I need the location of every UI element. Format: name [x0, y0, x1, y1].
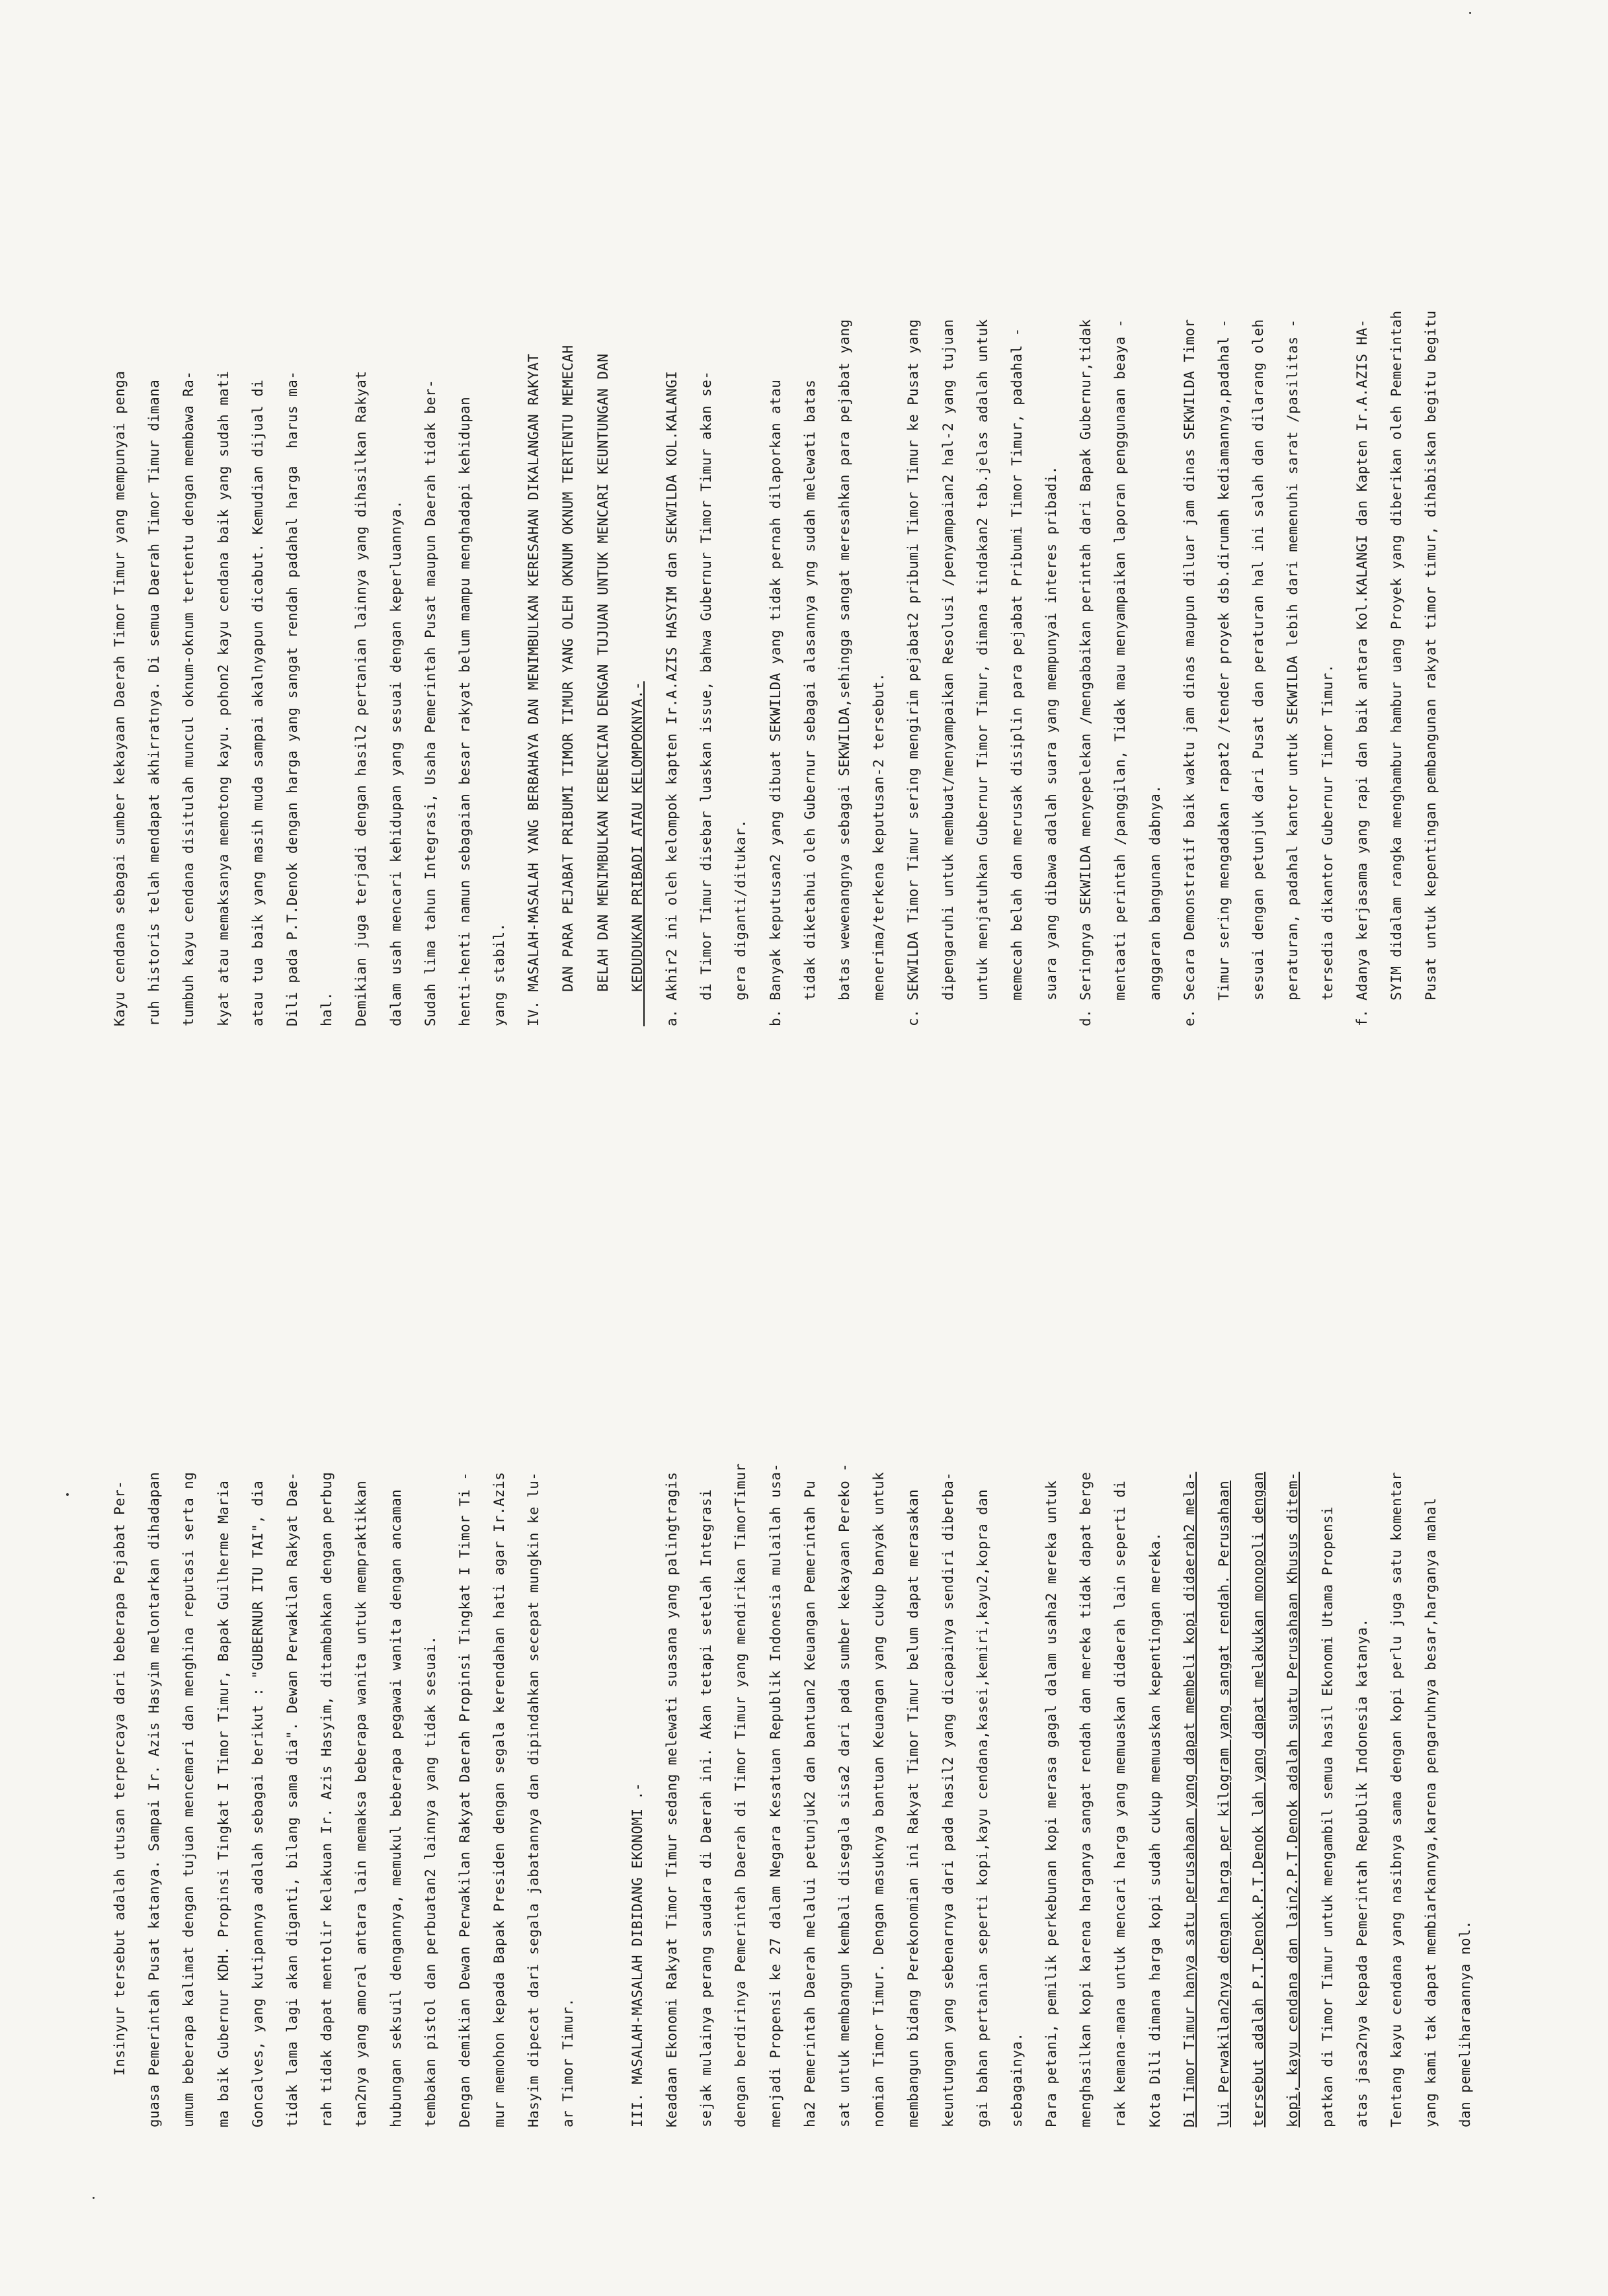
text-line: menjadi Propensi ke 27 dalam Negara Kesatuan Republik Indonesia mulailah usa-	[767, 1463, 784, 2127]
text-line: tumbuh kayu cendana disitulah muncul oknum-oknum tertentu dengan membawa Ra-	[181, 370, 197, 1026]
text-line: hal.	[319, 991, 335, 1026]
text-line	[586, 1149, 620, 2127]
text-line: henti-henti namun sebagaian besar rakyat belum mampu menghadapi kehidupan	[456, 396, 473, 1026]
text-line: Pusat untuk kepentingan pembangunan rakyat timor timur, dihabiskan begitu begitu	[1423, 310, 1439, 1026]
text-line: membangun bidang Perekonomian ini Rakyat Timor Timur belum dapat merasakan	[905, 1489, 922, 2127]
text-line: a. Akhir2 ini oleh kelompok kapten Ir.A.AZIS HASYIM dan SEKWILDA KOL.KALANGI	[664, 370, 680, 1026]
text-line: Kota Dili dimana harga kopi sudah cukup memuaskan kepentingan mereka.	[1146, 1532, 1163, 2127]
text-line: dengan berdirinya Pemerintah Daerah di Timor Timur yang mendirikan TimorTimur	[733, 1463, 749, 2127]
text-line: Kayu cendana sebagai sumber kekayaan Daerah Timor Timur yang mempunyai penga	[112, 370, 128, 1026]
text-line: sat untuk membangun kembali disegala sisa2 dari pada sumber kekayaan Pereko -	[836, 1463, 852, 2127]
text-line: kopi, kayu cendana dan lain2.P.T.Denok adalah suatu Perusahaan Khusus ditem-	[1285, 1471, 1301, 2127]
text-line: KEDUDUKAN PRIBADI ATAU KELOMPOKNYA.-	[629, 681, 645, 1026]
text-line: sebagainya.	[1008, 2032, 1025, 2127]
scan-speck	[93, 2197, 95, 2199]
text-line: c. SEKWILDA Timor Timur sering mengirim pejabat2 pribumi Timor Timur ke Pusat yang	[905, 319, 922, 1026]
text-line: atau tua baik yang masih muda sampai akalnyapun dicabut. Kemudian dijual di	[249, 379, 266, 1026]
text-line: e. Secara Demonstratif baik waktu jam dinas maupun diluar jam dinas SEKWILDA Timor	[1181, 319, 1197, 1026]
text-line: Dengan demikian Dewan Perwakilan Rakyat Daerah Propinsi Tingkat I Timor Ti -	[456, 1471, 473, 2127]
text-line: ruh historis telah mendapat akhirratnya. Di semua Daerah Timor Timur dimana	[146, 379, 163, 1026]
text-line: Dili pada P.T.Denok dengan harga yang sangat rendah padahal harga harus ma-	[284, 370, 300, 1026]
text-line: suara yang dibawa adalah suara yang mempunyai interes pribadi.	[1043, 466, 1060, 1026]
text-line: Sudah lima tahun Integrasi, Usaha Pemerintah Pusat maupun Daerah tidak ber-	[422, 379, 438, 1026]
text-line: Para petani, pemilik perkebunan kopi merasa gagal dalam usaha2 mereka untuk	[1043, 1480, 1060, 2127]
text-line: tidak diketahui oleh Gubernur sebagai alasannya yng sudah melewati batas	[801, 379, 818, 1026]
text-line: lui Perwakilan2nya dengan harga per kilogram yang sangat rendah. Perusahaan	[1216, 1480, 1232, 2127]
text-line: tidak lama lagi akan diganti, bilang sama dia". Dewan Perwakilan Rakyat Dae-	[284, 1471, 300, 2127]
text-line: b. Banyak keputusan2 yang dibuat SEKWILDA yang tidak pernah dilaporkan atau	[767, 379, 784, 1026]
text-line: nomian Timor Timur. Dengan masuknya bantuan Keuangan yang cukup banyak untuk	[871, 1471, 887, 2127]
text-line: ar Timor Timur.	[560, 1998, 577, 2127]
text-line: Tentang kayu cendana yang nasibnya sama dengan kopi perlu juga satu komentar	[1388, 1471, 1404, 2127]
text-line: tan2nya yang amoral antara lain memaksa beberapa wanita untuk mempraktikkan	[353, 1480, 370, 2127]
text-line: yang kami tak dapat membiarkannya,karena pengaruhnya besar,harganya mahal	[1423, 1497, 1439, 2127]
text-line: Demikian juga terjadi dengan hasil2 pertanian lainnya yang dihasilkan Rakyat	[353, 370, 370, 1026]
text-line: mur memohon kepada Bapak Presiden dengan segala kerendahan hati agar Ir.Azis	[491, 1471, 508, 2127]
text-line: DAN PARA PEJABAT PRIBUMI TIMOR TIMUR YANG OLEH OKNUM OKNUM TERTENTU MEMECAH	[560, 345, 577, 1026]
text-line: di Timor Timur disebar luaskan issue, bahwa Gubernur Timor Timur akan se-	[698, 370, 715, 1026]
text-line: d. Seringnya SEKWILDA menyepelekan /mengabaikan perintah dari Bapak Gubernur,tidak	[1078, 319, 1094, 1026]
text-line: rak kemana-mana untuk mencari harga yang memuaskan didaerah lain seperti di	[1112, 1480, 1129, 2127]
text-line: keuntungan yang sebenarnya dari pada hasil2 yang dicapainya sendiri diberba-	[940, 1471, 956, 2127]
text-line: gai bahan pertanian seperti kopi,kayu cendana,kasei,kemiri,kayu2,kopra dan	[974, 1489, 990, 2127]
text-line: anggaran bangunan dabnya.	[1146, 784, 1163, 1026]
text-line: Hasyim dipecat dari segala jabatannya dan dipindahkan secepat mungkin ke lu-	[526, 1471, 542, 2127]
text-line: guasa Pemerintah Pusat katanya. Sampai Ir. Azis Hasyim melontarkan dihadapan	[146, 1471, 163, 2127]
text-line: tersebut adalah P.T.Denok.P.T.Denok lah yang dapat melakukan monopoli dengan	[1250, 1471, 1267, 2127]
text-line: IV. MASALAH-MASALAH YANG BERBAHAYA DAN MENIMBULKAN KERESAHAN DIKALANGAN RAKYAT	[526, 353, 542, 1026]
text-line: dipengaruhi untuk membuat/menyampaikan Resolusi /penyampaian2 hal-2 yang tujuan	[940, 319, 956, 1026]
text-line: patkan di Timor Timur untuk mengambil semua hasil Ekonomi Utama Propensi	[1319, 1506, 1336, 2127]
text-line: III. MASALAH-MASALAH DIBIDANG EKONOMI .-	[629, 1782, 645, 2127]
text-line: Keadaan Ekonomi Rakyat Timor Timur sedang melewati suasana yang palingtragis	[664, 1471, 680, 2127]
text-line: memecah belah dan merusak disiplin para pejabat Pribumi Timor Timur, padahal -	[1008, 327, 1025, 1026]
text-line: dalam usah mencari kehidupan yang sesuai dengan keperluannya.	[387, 500, 404, 1026]
text-line: batas wewenangnya sebagai SEKWILDA,sehingga sangat meresahkan para pejabat yang	[836, 319, 852, 1026]
text-line: menerima/terkena keputusan-2 tersebut.	[871, 673, 887, 1026]
text-line: Goncalves, yang kutipannya adalah sebagai berikut : "GUBERNUR ITU TAI", dia	[249, 1480, 266, 2127]
text-line: f. Adanya kerjasama yang rapi dan baik antara Kol.KALANGI dan Kapten Ir.A.AZIS HA-	[1353, 319, 1370, 1026]
text-line: kyat atau memaksanya memotong kayu. pohon2 kayu cendana baik yang sudah mati	[215, 370, 231, 1026]
text-line: sejak mulainya perang saudara di Daerah ini. Akan tetapi setelah Integrasi	[698, 1489, 715, 2127]
text-line: atas jasa2nya kepada Pemerintah Republik Indonesia katanya.	[1353, 1618, 1370, 2127]
scan-speck	[1469, 12, 1471, 14]
text-line: BELAH DAN MENIMBULKAN KEBENCIAN DENGAN TUJUAN UNTUK MENCARI KEUNTUNGAN DAN	[594, 353, 611, 1026]
text-line: mentaati perintah /panggilan, Tidak mau menyampaikan laporan penggunaan beaya -	[1112, 319, 1129, 1026]
text-line: SYIM didalam rangka menghambur hambur uang Proyek yang diberikan oleh Pemerintah	[1388, 310, 1404, 1026]
text-line: tembakan pistol dan perbuatan2 lainnya yang tidak sesuai.	[422, 1635, 438, 2127]
text-line: umum beberapa kalimat dengan tujuan mencemari dan menghina reputasi serta ng	[181, 1471, 197, 2127]
left-text-column	[102, 1149, 1483, 2127]
text-line: tersedia dikantor Gubernur Timor Timur.	[1319, 664, 1336, 1026]
text-line: hubungan seksuil dengannya, memukul beberapa pegawai wanita dengan ancaman	[387, 1489, 404, 2127]
text-line: yang stabil.	[491, 922, 508, 1026]
text-line: ma baik Gubernur KDH. Propinsi Tingkat I Timor Timur, Bapak Guilherme Maria	[215, 1480, 231, 2127]
text-line: dan pemeliharaannya nol.	[1457, 1920, 1474, 2127]
text-line: ha2 Pemerintah Daerah melalui petunjuk2 dan bantuan2 Keuangan Pemerintah Pu	[801, 1480, 818, 2127]
scan-speck	[66, 1493, 69, 1496]
text-line: gera diganti/ditukar.	[733, 819, 749, 1026]
text-line: Timur sering mengadakan rapat2 /tender proyek dsb.dirumah kediamannya,padahal -	[1216, 319, 1232, 1026]
right-text-column	[102, 48, 1448, 1026]
text-line: rah tidak dapat mentolir kelakuan Ir. Azis Hasyim, ditambahkan dengan perbug	[319, 1471, 335, 2127]
text-line: sesuai dengan petunjuk dari Pusat dan peraturan hal ini salah dan dilarang oleh	[1250, 319, 1267, 1026]
text-line: Di Timor Timur hanya satu perusahaan yang dapat membeli kopi didaerah2 mela-	[1181, 1471, 1197, 2127]
text-line: Insinyur tersebut adalah utusan terpercaya dari beberapa Pejabat Per-	[112, 1480, 128, 2127]
text-line: peraturan, padahal kantor untuk SEKWILDA lebih dari memenuhi sarat /pasilitas -	[1285, 319, 1301, 1026]
text-line: menghasilkan kopi karena harganya sangat rendah dan mereka tidak dapat berge	[1078, 1471, 1094, 2127]
text-line: untuk menjatuhkan Gubernur Timor Timur, dimana tindakan2 tab.jelas adalah untuk	[974, 319, 990, 1026]
